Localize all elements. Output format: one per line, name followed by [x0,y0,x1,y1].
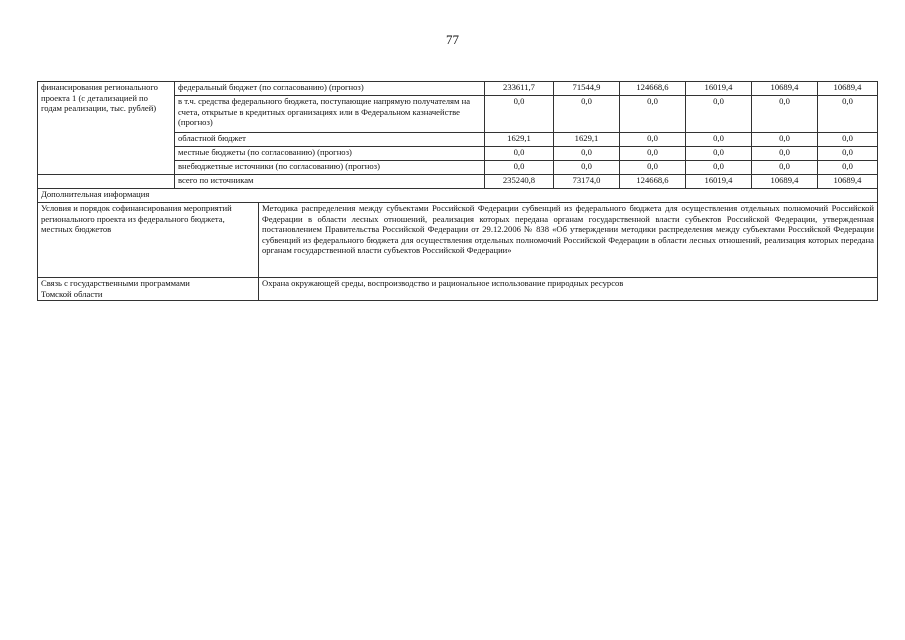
value-cell: 0,0 [752,133,818,147]
value-cell: 0,0 [686,133,752,147]
value-cell: 0,0 [485,147,554,161]
value-cell: 0,0 [818,133,878,147]
value-cell: 10689,4 [752,175,818,189]
value-cell: 0,0 [752,147,818,161]
additional-info-header: Дополнительная информация [38,189,878,203]
value-cell: 235240,8 [485,175,554,189]
value-cell: 16019,4 [686,82,752,96]
value-cell: 10689,4 [818,82,878,96]
programs-text: Охрана окружающей среды, воспроизводство и рациональное использование природных ресурсов [259,278,878,301]
value-cell: 10689,4 [818,175,878,189]
value-cell: 0,0 [818,161,878,175]
value-cell: 0,0 [818,147,878,161]
value-cell: 0,0 [686,96,752,133]
value-cell: 16019,4 [686,175,752,189]
value-cell: 0,0 [620,161,686,175]
cofinancing-text: Методика распределения между субъектами Российской Федерации субвенций из федерального бюджета для осуществления отдельных полномочий Российской Федерации в области лесных отношений, реализация которых передана органам государственной власти субъектов Российской Федерации, утвержденная постановлением Правительства Российской Федерации от 29.12.2006 № 838 «Об утверждении методики распределения между субъектами Российской Федерации субвенций из федерального бюджета для осуществления отдельных полномочий Российской Федерации в области лесных отношений, реализация которых передана органам государственной власти субъектов Российской Федерации» [259,203,878,278]
source-label: областной бюджет [175,133,485,147]
value-cell: 0,0 [554,161,620,175]
page-number: 77 [446,32,459,47]
programs-label: Связь с государственными программами Томской области [38,278,259,301]
value-cell: 0,0 [686,147,752,161]
value-cell: 0,0 [752,96,818,133]
value-cell: 0,0 [686,161,752,175]
additional-info-header-row [38,189,878,203]
value-cell: 0,0 [554,96,620,133]
value-cell: 124668,6 [620,175,686,189]
value-cell: 10689,4 [752,82,818,96]
value-cell: 71544,9 [554,82,620,96]
value-cell: 73174,0 [554,175,620,189]
funding-row-total [38,175,878,189]
source-label: всего по источникам [175,175,485,189]
value-cell: 1629,1 [554,133,620,147]
funding-label: финансирования регионального проекта 1 (с детализацией по годам реализации, тыс. рублей) [38,82,175,175]
programs-row [38,278,878,301]
value-cell: 1629,1 [485,133,554,147]
cofinancing-label: Условия и порядок софинансирования мероприятий регионального проекта из федерального бюджета, местных бюджетов [38,203,259,278]
value-cell: 0,0 [554,147,620,161]
funding-table [37,81,878,301]
value-cell: 0,0 [620,96,686,133]
cofinancing-row [38,203,878,278]
source-label: местные бюджеты (по согласованию) (прогноз) [175,147,485,161]
value-cell: 0,0 [485,96,554,133]
empty-cell [38,175,175,189]
value-cell: 0,0 [620,147,686,161]
value-cell: 124668,6 [620,82,686,96]
value-cell: 0,0 [818,96,878,133]
value-cell: 0,0 [752,161,818,175]
funding-row-federal [38,82,878,96]
source-label: федеральный бюджет (по согласованию) (прогноз) [175,82,485,96]
value-cell: 0,0 [620,133,686,147]
value-cell: 0,0 [485,161,554,175]
value-cell: 233611,7 [485,82,554,96]
source-label: в т.ч. средства федерального бюджета, поступающие напрямую получателям на счета, открытые в кредитных организациях или в Федеральном казначействе (прогноз) [175,96,485,133]
source-label: внебюджетные источники (по согласованию) (прогноз) [175,161,485,175]
